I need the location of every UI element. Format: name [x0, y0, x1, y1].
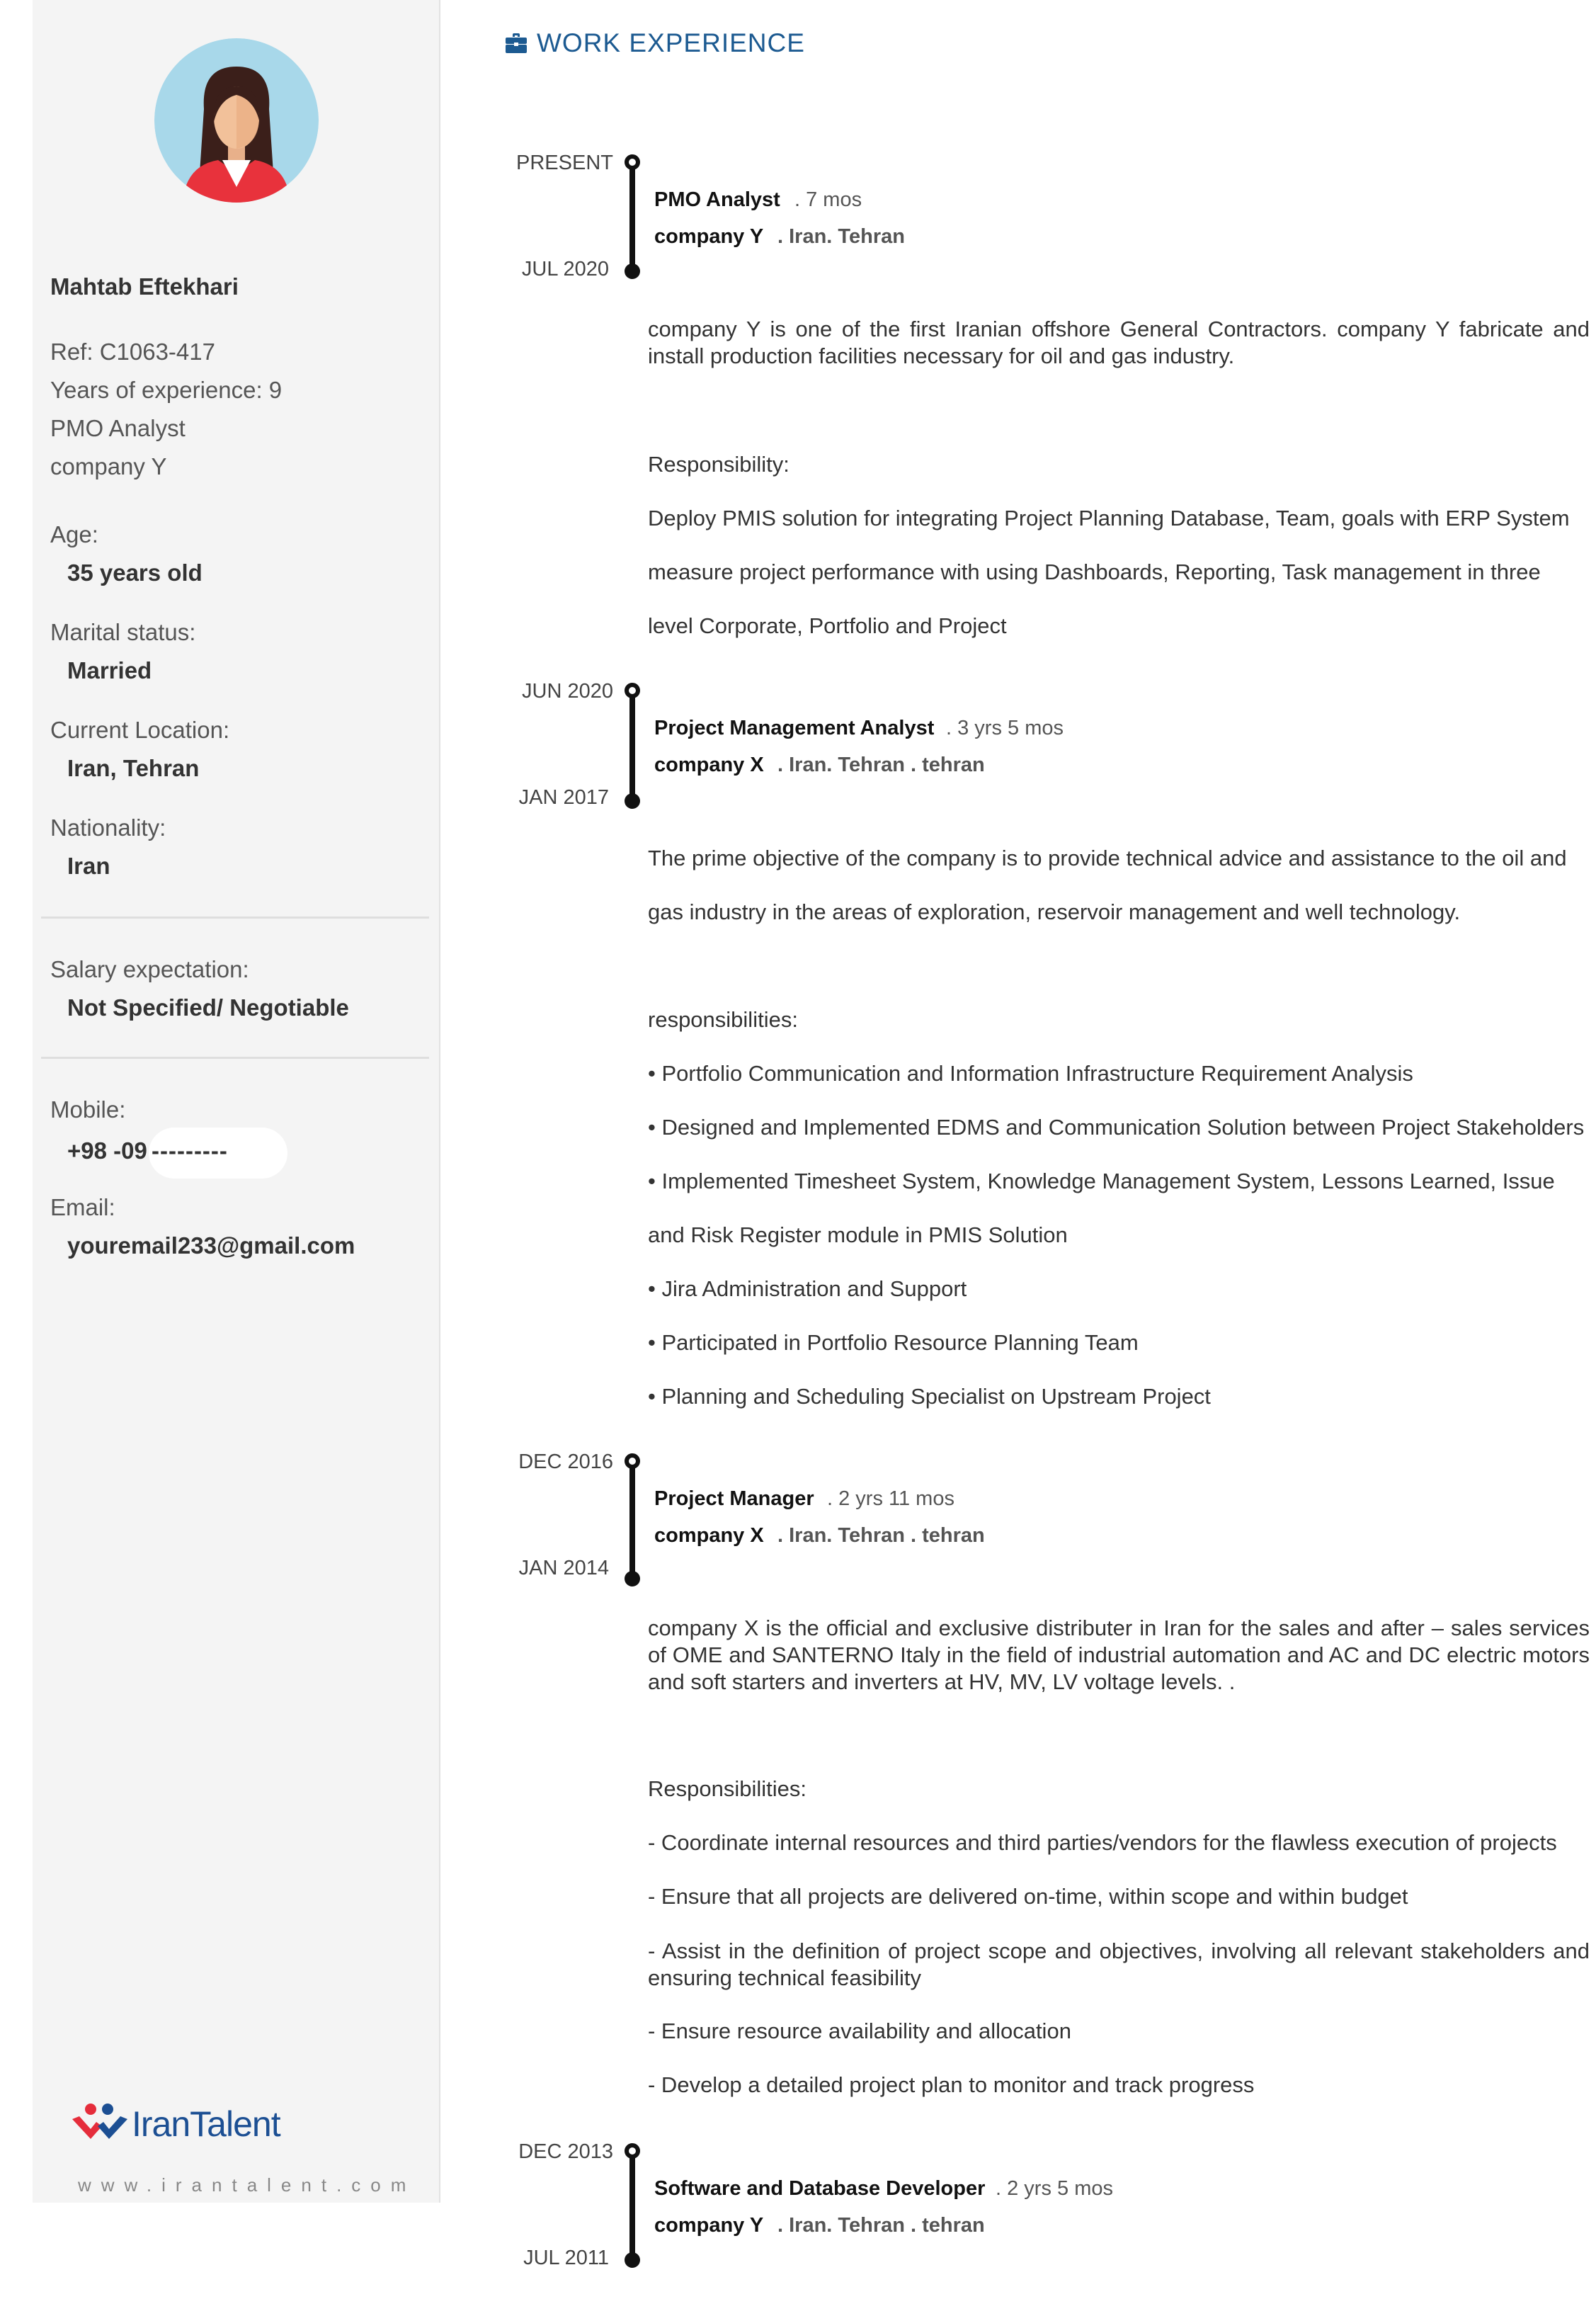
job-title: Project Manager	[654, 1487, 814, 1510]
reference-code: Ref: C1063-417	[50, 339, 215, 365]
responsibility-item: - Coordinate internal resources and third parties/vendors for the flawless execution of projects	[648, 1830, 1557, 1855]
timeline-end-marker	[625, 1571, 640, 1586]
job-description: company X is the official and exclusive distributer in Iran for the sales and after – sales services of OME and SANTERNO Italy in the field of industrial automation and AC and DC electric motors and soft starters and inverters at HV, MV, LV voltage levels. .	[648, 1616, 1590, 1694]
mobile-value: +98 -09	[67, 1137, 147, 1164]
responsibility-item: • Participated in Portfolio Resource Planning Team	[648, 1330, 1139, 1355]
responsibility-item: and Risk Register module in PMIS Solution	[648, 1222, 1068, 1247]
job-company: company Y	[654, 2214, 764, 2237]
job-duration: . 7 mos	[794, 188, 862, 211]
current-company: company Y	[50, 453, 167, 479]
responsibility-heading: Responsibilities:	[648, 1776, 806, 1801]
job-start-date: JAN 2014	[518, 1557, 609, 1579]
email-label: Email:	[50, 1194, 115, 1220]
timeline-end-marker	[625, 263, 640, 279]
timeline-start-marker	[625, 154, 640, 170]
candidate-name: Mahtab Eftekhari	[50, 273, 239, 300]
timeline-start-marker	[625, 2143, 640, 2159]
location-label: Current Location:	[50, 717, 230, 743]
timeline-start-marker	[625, 1453, 640, 1469]
sidebar-divider	[41, 916, 429, 919]
responsibility-item: • Designed and Implemented EDMS and Communication Solution between Project Stakeholders	[648, 1115, 1585, 1140]
job-duration: . 2 yrs 11 mos	[827, 1487, 954, 1510]
responsibility-heading: responsibilities:	[648, 1007, 798, 1032]
location-value: Iran, Tehran	[67, 755, 200, 781]
job-company: company Y	[654, 225, 764, 248]
years-of-experience: Years of experience: 9	[50, 377, 283, 403]
profile-sidebar	[33, 0, 440, 2203]
female-avatar-icon	[154, 38, 319, 203]
brand-url[interactable]: www.irantalent.com	[78, 2174, 416, 2196]
job-title: Software and Database Developer	[654, 2177, 986, 2200]
timeline-end-marker	[625, 2252, 640, 2268]
job-location: . Iran. Tehran . tehran	[777, 754, 985, 776]
job-description-line: gas industry in the areas of exploration, reservoir management and well technology.	[648, 899, 1461, 924]
job-description-line: The prime objective of the company is to provide technical advice and assistance to the oil and	[648, 846, 1567, 870]
responsibility-item: Deploy PMIS solution for integrating Project Planning Database, Team, goals with ERP System	[648, 506, 1570, 530]
responsibility-item: • Implemented Timesheet System, Knowledge Management System, Lessons Learned, Issue	[648, 1169, 1555, 1193]
job-duration: . 3 yrs 5 mos	[946, 717, 1064, 739]
job-location: . Iran. Tehran . tehran	[777, 1524, 985, 1547]
salary-value: Not Specified/ Negotiable	[67, 994, 349, 1021]
job-end-date: DEC 2013	[518, 2140, 613, 2163]
job-company: company X	[654, 754, 764, 776]
timeline-bar	[629, 1462, 635, 1578]
responsibility-item: - Assist in the definition of project scope and objectives, involving all relevant stakeholders and ensuring technical feasibility	[648, 1938, 1590, 1990]
current-job-title: PMO Analyst	[50, 415, 186, 441]
mobile-label: Mobile:	[50, 1096, 126, 1123]
mobile-redacted-digits: ---------	[152, 1137, 228, 1164]
responsibility-heading: Responsibility:	[648, 452, 790, 477]
marital-status-value: Married	[67, 657, 152, 683]
job-end-date: DEC 2016	[518, 1451, 613, 1473]
responsibility-item: level Corporate, Portfolio and Project	[648, 613, 1007, 638]
section-title: WORK EXPERIENCE	[537, 28, 805, 57]
responsibility-item: measure project performance with using Dashboards, Reporting, Task management in three	[648, 560, 1541, 584]
job-title: Project Management Analyst	[654, 717, 935, 739]
nationality-value: Iran	[67, 853, 110, 879]
responsibility-item: • Jira Administration and Support	[648, 1276, 967, 1301]
sidebar-divider	[41, 1057, 429, 1059]
job-start-date: JUL 2020	[521, 258, 609, 280]
job-start-date: JUL 2011	[523, 2247, 609, 2269]
responsibility-item: - Ensure resource availability and allocation	[648, 2019, 1071, 2043]
job-description: company Y is one of the first Iranian offshore General Contractors. company Y fabricate and install production facilities necessary for oil and gas industry.	[648, 317, 1590, 368]
marital-status-label: Marital status:	[50, 619, 196, 645]
avatar	[154, 38, 319, 203]
job-location: . Iran. Tehran . tehran	[777, 2214, 985, 2237]
timeline-bar	[629, 163, 635, 269]
timeline-end-marker	[625, 793, 640, 809]
age-value: 35 years old	[67, 560, 203, 586]
work-experience-header	[506, 28, 805, 58]
job-end-date: JUN 2020	[522, 680, 613, 703]
irantalent-logo-icon	[69, 2102, 130, 2146]
job-company: company X	[654, 1524, 764, 1547]
job-duration: . 2 yrs 5 mos	[996, 2177, 1113, 2200]
email-value[interactable]: youremail233@gmail.com	[67, 1232, 355, 1259]
timeline-bar	[629, 691, 635, 800]
timeline-bar	[629, 2152, 635, 2259]
nationality-label: Nationality:	[50, 814, 166, 841]
job-end-date: PRESENT	[516, 152, 613, 174]
salary-label: Salary expectation:	[50, 956, 249, 982]
job-start-date: JAN 2017	[518, 786, 609, 809]
brand-name: IranTalent	[132, 2104, 280, 2144]
job-location: . Iran. Tehran	[777, 225, 905, 248]
responsibility-item: - Develop a detailed project plan to monitor and track progress	[648, 2072, 1255, 2097]
job-title: PMO Analyst	[654, 188, 780, 211]
age-label: Age:	[50, 521, 98, 547]
responsibility-item: - Ensure that all projects are delivered on-time, within scope and within budget	[648, 1884, 1408, 1909]
responsibility-item: • Portfolio Communication and Information Infrastructure Requirement Analysis	[648, 1061, 1413, 1086]
irantalent-logo	[69, 2102, 280, 2146]
timeline-start-marker	[625, 683, 640, 698]
briefcase-icon	[506, 33, 527, 53]
responsibility-item: • Planning and Scheduling Specialist on Upstream Project	[648, 1384, 1211, 1409]
